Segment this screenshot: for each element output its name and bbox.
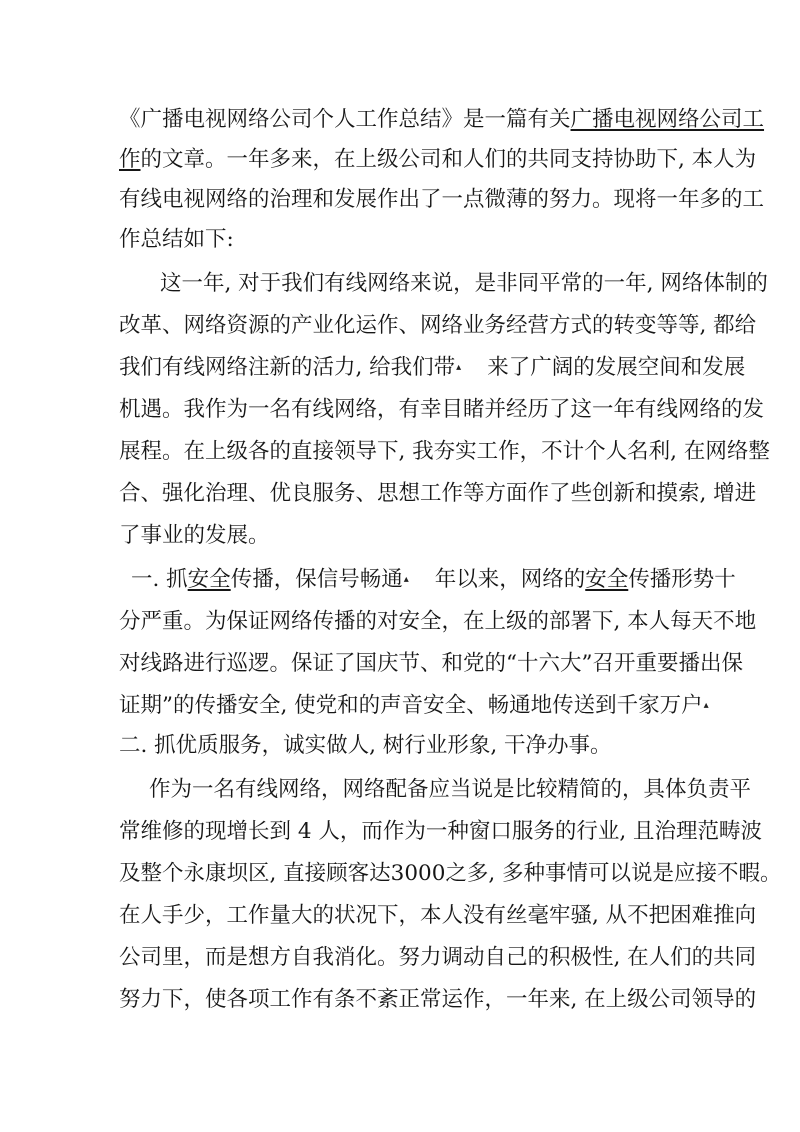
section1-text: 传播，保信号畅通 xyxy=(230,567,403,592)
section1-text: 年以来，网络的 xyxy=(434,567,586,592)
safety-link[interactable]: 安全 xyxy=(187,567,231,592)
section2-line-6: 努力下，使各项工作有条不紊正常运作，一年来, 在上级公司领导的 xyxy=(119,987,757,1012)
article-link-cont[interactable]: 作 xyxy=(119,147,141,172)
section2-heading: 二. 抓优质服务，诚实做人, 树行业形象, 干净办事。 xyxy=(119,733,612,758)
break-mark-icon: ▴ xyxy=(703,700,709,711)
break-mark-icon: ▴ xyxy=(456,362,462,373)
section1-line-1 xyxy=(131,560,800,600)
section2-line-4: 在人手少，工作量大的状况下，本人没有丝毫牢骚, 从不把困难推向 xyxy=(119,903,757,928)
para1-line-4: 机遇。我作为一名有线网络，有幸目睹并经历了这一年有线网络的发 xyxy=(119,397,765,422)
section1-line-3: 对线路进行巡逻。保证了国庆节、和党的“十六大”召开重要播出保 xyxy=(119,651,743,676)
intro-text: 《广播电视网络公司个人工作总结》是一篇有关 xyxy=(119,107,571,132)
section2-line-2: 常维修的现增长到 4 人，而作为一种窗口服务的行业, 且治理范畴波 xyxy=(119,819,763,844)
para1-line-1: 这一年, 对于我们有线网络来说，是非同平常的一年, 网络体制的 xyxy=(160,271,768,296)
section2-line-5: 公司里，而是想方自我消化。努力调动自己的积极性, 在人们的共同 xyxy=(119,945,757,970)
para1-line-3 xyxy=(119,348,800,388)
article-link[interactable]: 广播电视网络公司工 xyxy=(570,107,765,132)
para1-line-6: 合、强化治理、优良服务、思想工作等方面作了些创新和摸索, 增进 xyxy=(119,481,757,506)
para1-line-5: 展程。在上级各的直接领导下, 我夯实工作，不计个人名利, 在网络整 xyxy=(119,439,770,464)
section2-line-1: 作为一名有线网络，网络配备应当说是比较精简的，具体负责平 xyxy=(149,777,752,802)
para1-line-7: 了事业的发展。 xyxy=(119,523,270,548)
intro-line-4: 作总结如下: xyxy=(119,227,234,252)
para1-text: 来了广阔的发展空间和发展 xyxy=(487,355,746,380)
intro-line-2 xyxy=(119,140,800,180)
section1-text: 传播形势十 xyxy=(628,567,736,592)
section1-text: 一. 抓 xyxy=(131,567,188,592)
section1-text: 证期”的传播安全, 使党和的声音安全、畅通地传送到千家万户 xyxy=(119,693,703,718)
section1-line-4 xyxy=(119,686,800,726)
intro-line-3: 有线电视网络的治理和发展作出了一点微薄的努力。现将一年多的工 xyxy=(119,187,765,212)
intro-line-1 xyxy=(119,100,800,140)
para1-text: 我们有线网络注新的活力, 给我们带 xyxy=(119,355,456,380)
intro-text: 的文章。一年多来，在上级公司和人们的共同支持协助下, 本人为 xyxy=(140,147,757,172)
safety-link[interactable]: 安全 xyxy=(585,567,629,592)
para1-line-2: 改革、网络资源的产业化运作、网络业务经营方式的转变等等, 都给 xyxy=(119,313,757,338)
section1-line-2: 分严重。为保证网络传播的对安全，在上级的部署下, 本人每天不地 xyxy=(119,609,757,634)
break-mark-icon: ▴ xyxy=(403,574,409,585)
section2-line-3: 及整个永康坝区, 直接顾客达3000之多, 多种事情可以说是应接不暇。 xyxy=(119,861,782,886)
